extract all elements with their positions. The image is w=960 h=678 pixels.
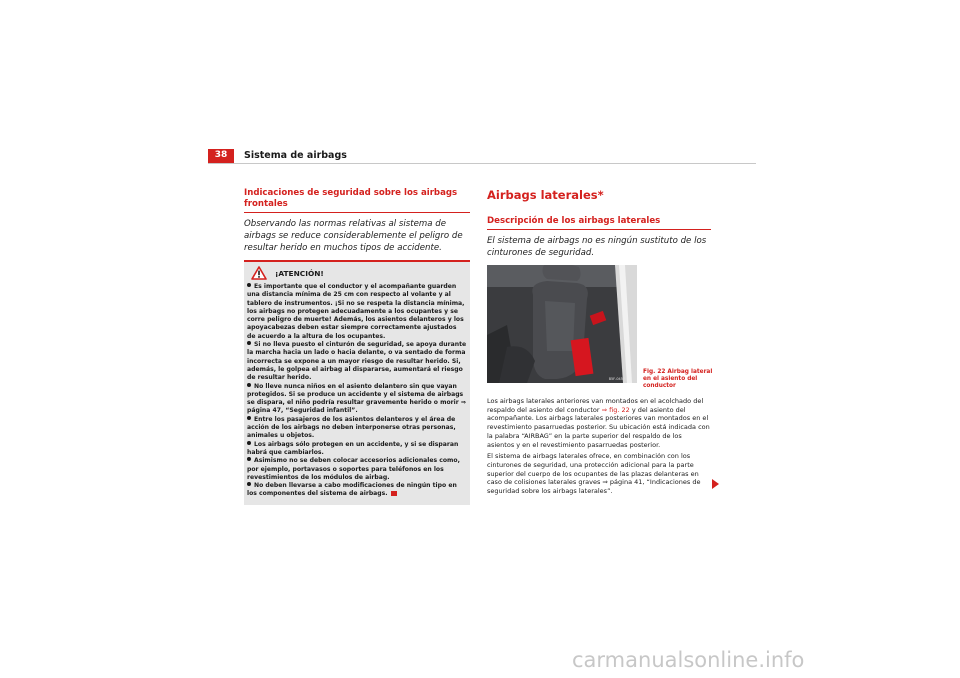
section-heading-frontal: Indicaciones de seguridad sobre los airbags frontales [244,188,470,213]
warning-header [251,266,467,280]
figure-caption: Fig. 22 Airbag lateral en el asiento del conductor [643,369,713,389]
warning-item: No deben llevarse a cabo modificaciones de ningún tipo en los componentes del sistema de airbags. [247,482,457,498]
section-heading-lateral: Descripción de los airbags laterales [487,216,711,230]
figure-22 [487,265,711,391]
bullet-icon [247,441,251,445]
warning-item: Asimismo no se deben colocar accesorios adicionales como, por ejemplo, portavasos o soportes para teléfonos en los revestimientos de los módulos de airbag. [247,457,460,481]
bullet-icon [247,416,251,420]
section-end-icon [391,491,397,496]
warning-triangle-icon [251,266,267,280]
running-title: Sistema de airbags [244,150,347,161]
header-rule [208,163,756,164]
seat-illustration [487,265,637,383]
warning-item: No lleve nunca niños en el asiento delantero sin que vayan protegidos. Si se produce un accidente y el sistema de airbags se dispara, el niño podría resultar gravemente herido o morir ⇒ página 47, “Seguridad infantil”. [247,382,466,415]
bullet-icon [247,383,251,387]
seat-airbag-photo [487,265,637,383]
bullet-icon [247,482,251,486]
intro-text-frontal: Observando las normas relativas al sistema de airbags se reduce considerablemente el peligro de resultar herido en muchos tipos de accidente. [244,219,463,253]
paragraph-protection: El sistema de airbags laterales ofrece, en combinación con los cinturones de seguridad, una protección adicional para la parte superior del cuerpo de los ocupantes de las plazas delanteras en caso de colisiones laterales graves ⇒ página 41, “Indicaciones de seguridad sobre los airbags laterales”. [487,452,701,496]
warning-box [244,260,470,505]
bullet-icon [247,283,251,287]
figure-link[interactable]: ⇒ fig. 22 [601,405,630,414]
next-page-arrow-icon [712,479,719,489]
warning-item: Los airbags sólo protegen en un accidente, y si se disparan habrá que cambiarlos. [247,440,459,456]
warning-item: Entre los pasajeros de los asientos delanteros y el área de acción de los airbags no deben interponerse otras personas, animales u objetos. [247,415,456,440]
warning-item: Es importante que el conductor y el acompañante guarden una distancia mínima de 25 cm con respecto al volante y al tablero de instrumentos. ¡Si no se respeta la distancia mínima, los airbags no protegen adecuadamente a los ocupantes y se corre peligro de muerte! Además, los asientos delanteros y los apoyacabezas deben estar siempre correctamente ajustados de acuerdo a la altura de los ocupantes. [247,283,465,340]
left-column [244,188,470,505]
bullet-icon [247,457,251,461]
figure-code: B5F-0457 [608,377,625,381]
warning-item: Si no lleva puesto el cinturón de seguridad, se apoya durante la marcha hacia un lado o hacia delante, o va sentado de forma incorrecta se expone a un mayor riesgo de resultar herido. Si, además, le golpea el airbag al dispararse, aumentará el riesgo de resultar herido. [247,341,467,382]
bullet-icon [247,341,251,345]
right-column [487,188,711,499]
watermark: carmanualsonline.info [572,648,805,672]
warning-title: ¡ATENCIÓN! [275,268,324,278]
page-number: 38 [214,150,228,160]
intro-text-lateral: El sistema de airbags no es ningún sustituto de los cinturones de seguridad. [487,236,707,258]
paragraph-placement: Los airbags laterales anteriores van montados en el acolchado del respaldo del asiento del conductor ⇒ fig. 22 y del asiento del acompañante. Los airbags laterales posteriores van montados en el revestimiento pasarruedas posterior. Su ubicación está indicada con la palabra “AIRBAG” en la parte superior del respaldo de los asientos y en el revestimiento pasarruedas posterior. [487,397,710,449]
chapter-title: Airbags laterales* [487,188,604,202]
